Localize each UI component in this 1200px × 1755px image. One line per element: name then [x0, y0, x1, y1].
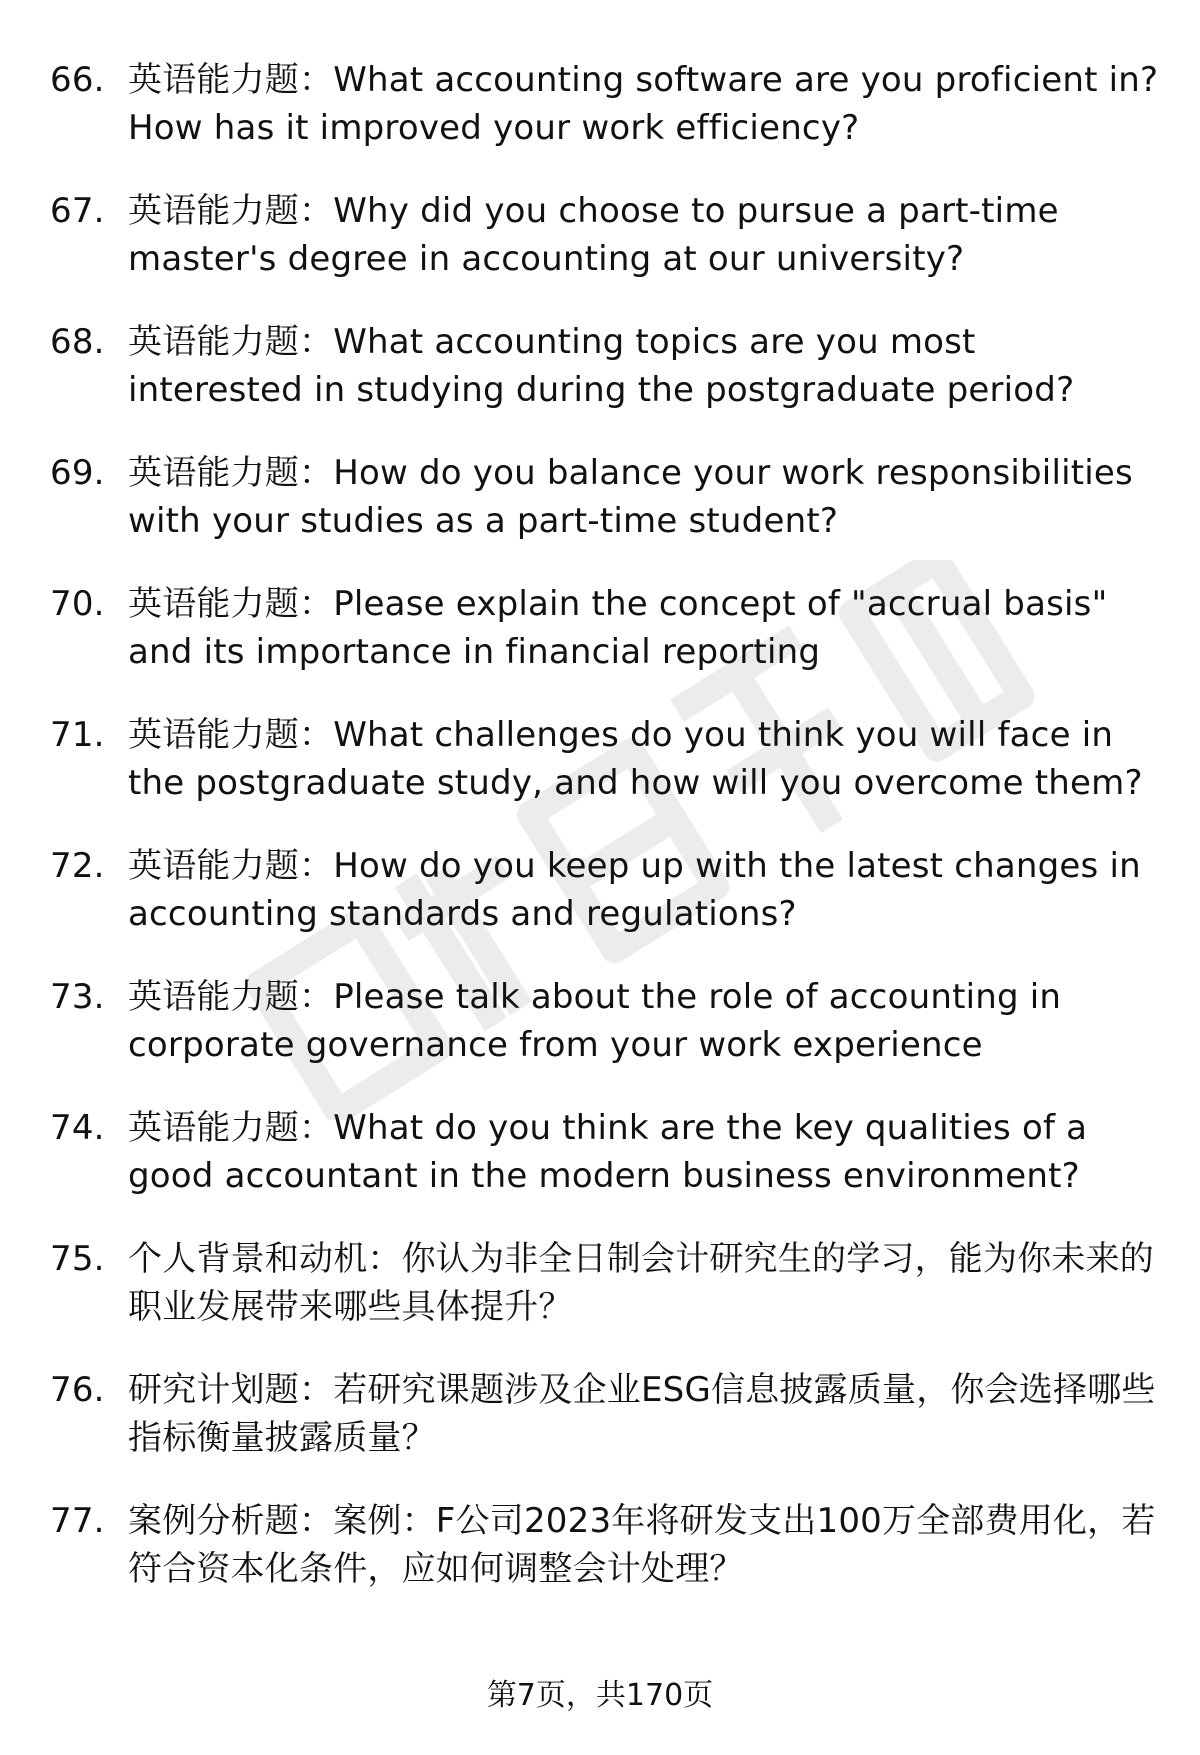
question-item-72 [50, 842, 1160, 938]
question-text: 英语能力题：What accounting topics are you most interested in studying during the postgraduate period? [128, 322, 1075, 410]
question-number: 71. [50, 715, 105, 755]
question-item-77 [50, 1497, 1160, 1593]
question-number: 67. [50, 191, 105, 231]
question-number: 66. [50, 60, 105, 100]
question-text: 英语能力题：Please talk about the role of accounting in corporate governance from your work experience [128, 977, 1062, 1065]
question-text: 英语能力题：How do you balance your work responsibilities with your studies as a part-time student? [128, 453, 1133, 541]
question-item-66 [50, 56, 1160, 152]
question-item-73 [50, 973, 1160, 1069]
question-item-74 [50, 1104, 1160, 1200]
question-text: 英语能力题：Why did you choose to pursue a part-time master's degree in accounting at our university? [128, 191, 1059, 279]
question-number: 72. [50, 846, 105, 886]
question-number: 74. [50, 1108, 105, 1148]
question-item-71 [50, 711, 1160, 807]
question-text: 案例分析题：案例：F公司2023年将研发支出100万全部费用化，若符合资本化条件，应如何调整会计处理？ [128, 1501, 1156, 1589]
question-text: 英语能力题：Please explain the concept of "accrual basis" and its importance in financial reporting [128, 584, 1108, 672]
question-item-76 [50, 1366, 1160, 1462]
question-item-67 [50, 187, 1160, 283]
question-item-70 [50, 580, 1160, 676]
page-number-label: 第7页，共170页 [486, 1678, 714, 1713]
question-text: 英语能力题：What accounting software are you proficient in? How has it improved your work efficiency? [128, 60, 1159, 148]
question-text: 个人背景和动机：你认为非全日制会计研究生的学习，能为你未来的职业发展带来哪些具体提升？ [128, 1239, 1154, 1327]
question-text: 英语能力题：What do you think are the key qualities of a good accountant in the modern business environment? [128, 1108, 1088, 1196]
question-list [50, 56, 1160, 1628]
question-number: 68. [50, 322, 105, 362]
question-text: 英语能力题：What challenges do you think you will face in the postgraduate study, and how will you overcome them? [128, 715, 1143, 803]
question-number: 70. [50, 584, 105, 624]
question-number: 75. [50, 1239, 105, 1279]
question-text: 英语能力题：How do you keep up with the latest changes in accounting standards and regulations? [128, 846, 1141, 934]
question-number: 77. [50, 1501, 105, 1541]
page-footer [0, 1676, 1200, 1716]
question-item-75 [50, 1235, 1160, 1331]
question-number: 76. [50, 1370, 105, 1410]
question-text: 研究计划题：若研究课题涉及企业ESG信息披露质量，你会选择哪些指标衡量披露质量？ [128, 1370, 1156, 1458]
question-number: 73. [50, 977, 105, 1017]
question-number: 69. [50, 453, 105, 493]
question-item-69 [50, 449, 1160, 545]
question-item-68 [50, 318, 1160, 414]
